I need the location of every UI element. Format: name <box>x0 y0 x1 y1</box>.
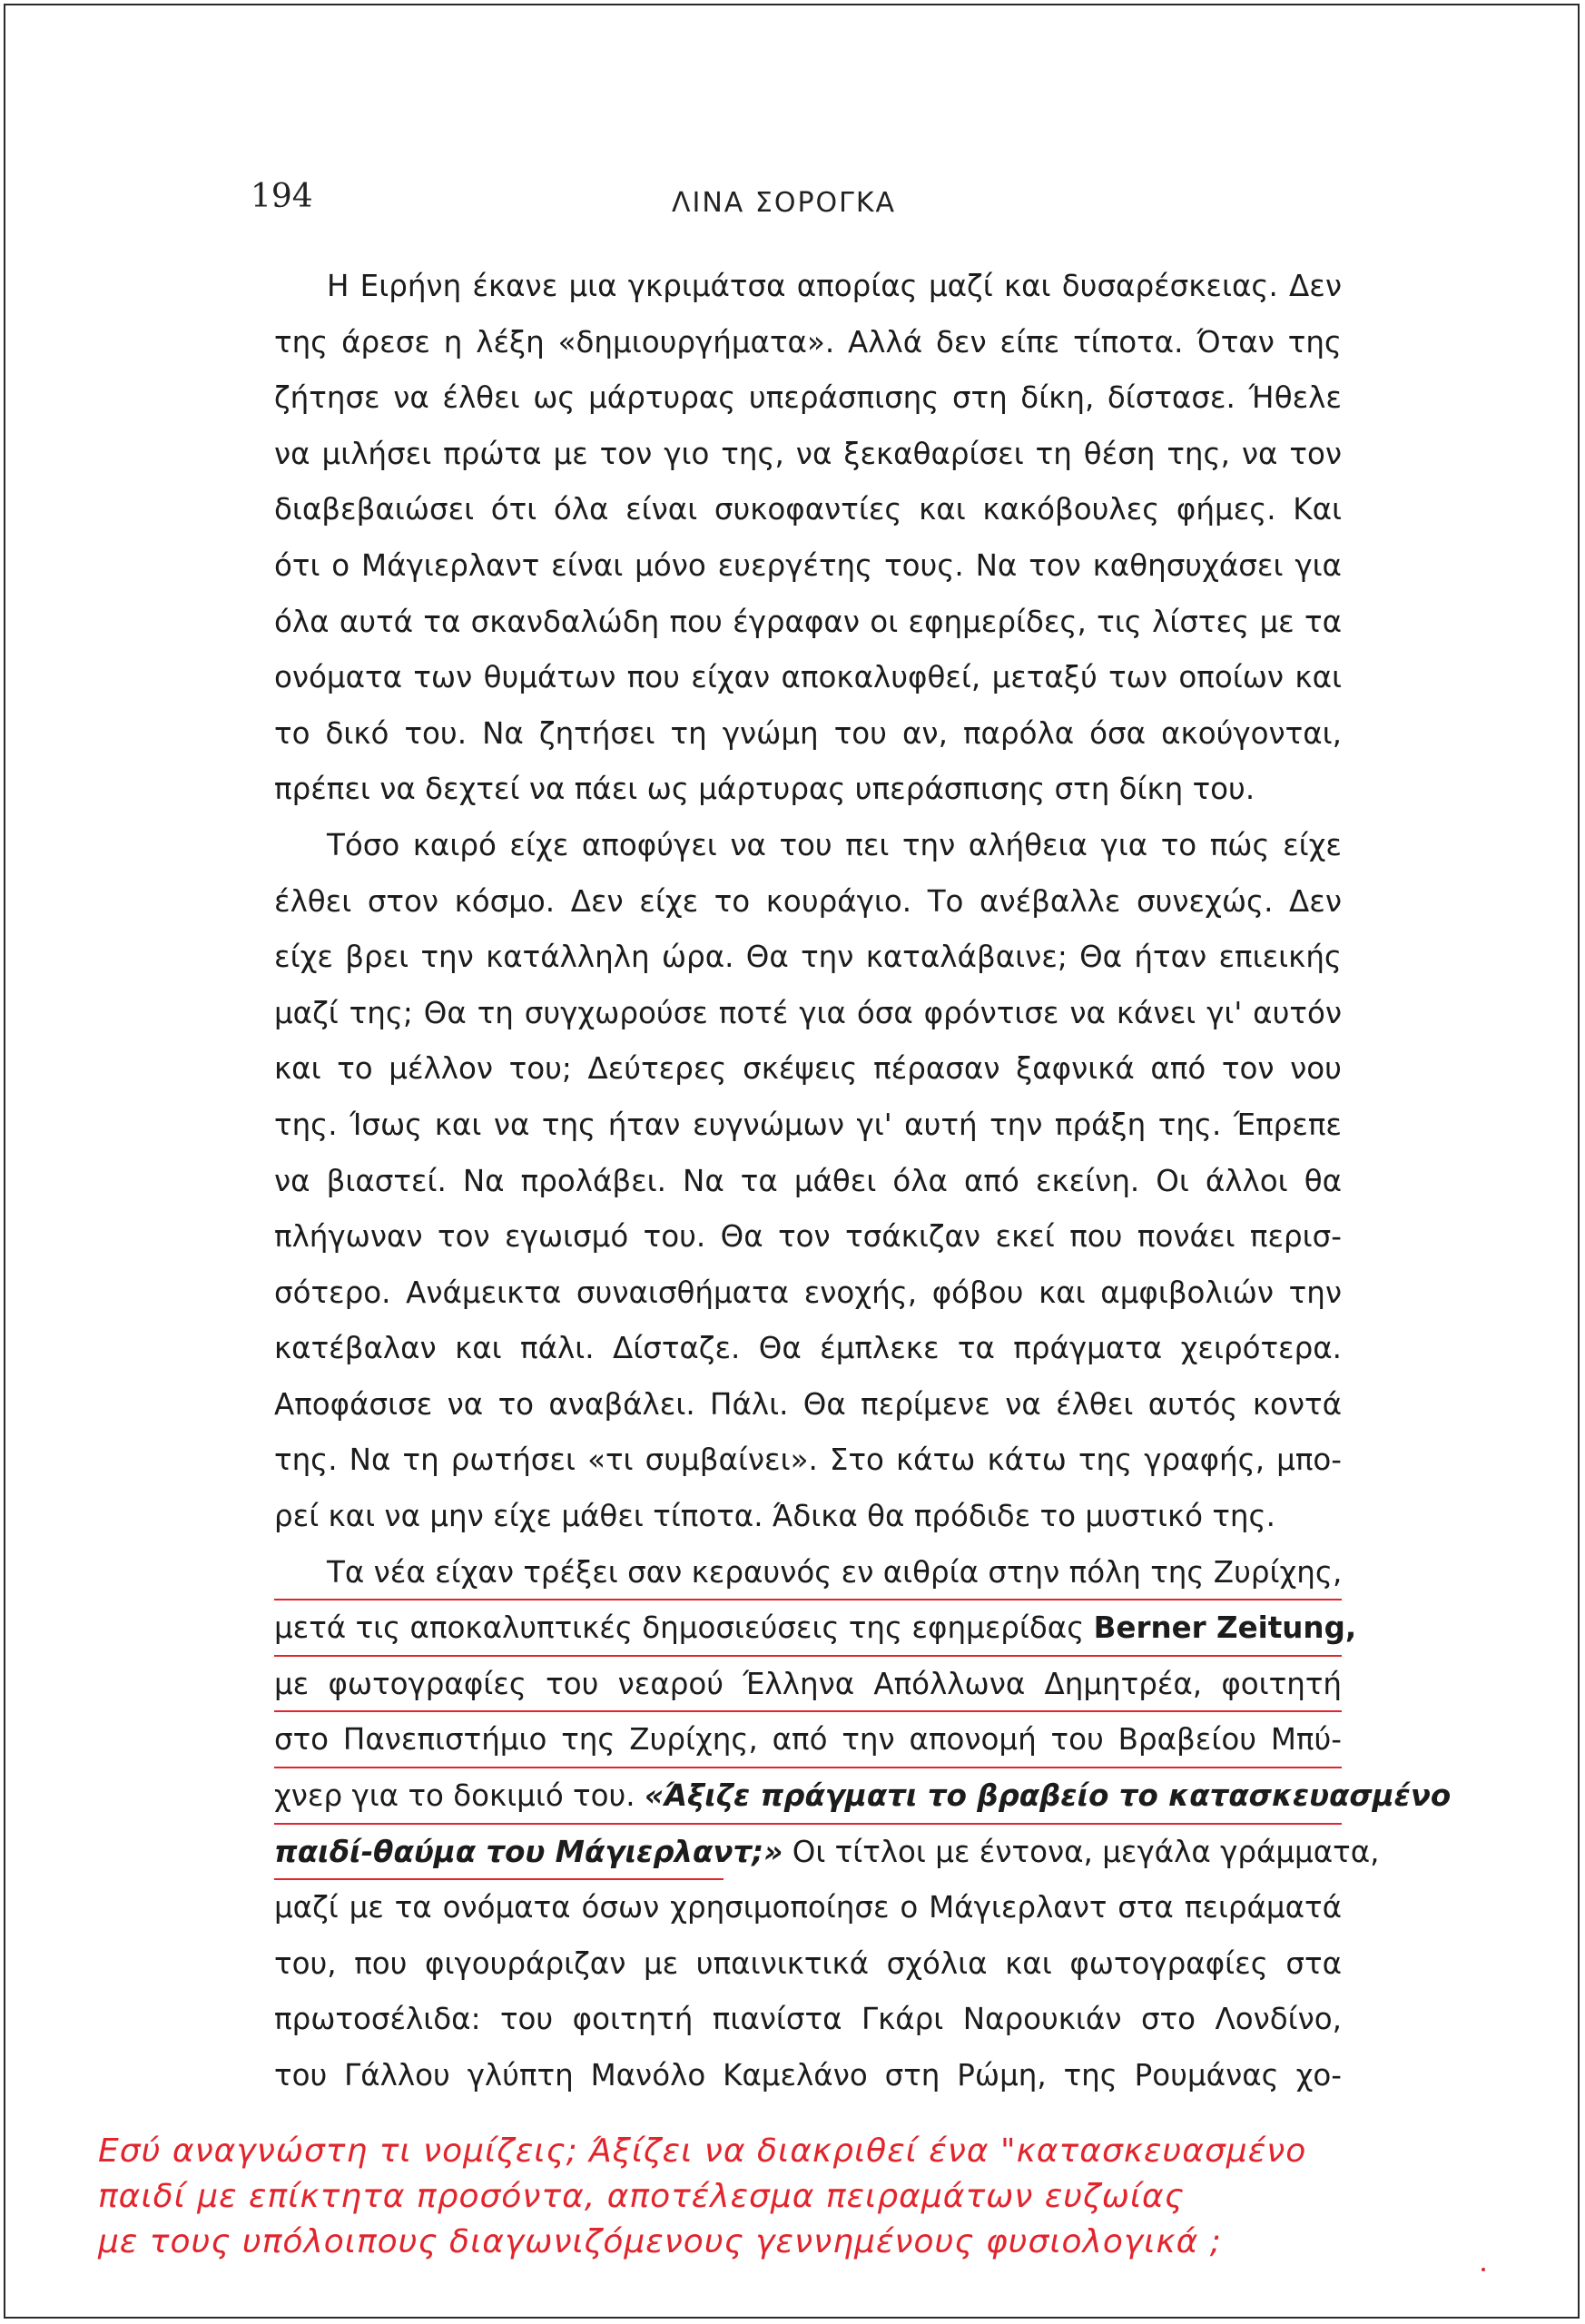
text-line: ονόματα των θυμάτων που είχαν αποκαλυφθεί, μεταξύ των οποίων και <box>274 660 1342 695</box>
text-segment: μετά τις αποκαλυπτικές δημοσιεύσεις της εφημερίδας <box>274 1610 1085 1646</box>
text-line: Αποφάσισε να το αναβάλει. Πάλι. Θα περίμενε να έλθει αυτός κοντά <box>274 1386 1342 1422</box>
text-line: Τόσο καιρό είχε αποφύγει να του πει την αλήθεια για το πώς είχε <box>327 827 1342 862</box>
text-line: ότι ο Μάγιερλαντ είναι μόνο ευεργέτης τους. Να τον καθησυχάσει για <box>274 547 1342 583</box>
text-line: όλα αυτά τα σκανδαλώδη που έγραφαν οι εφημερίδες, τις λίστες με τα <box>274 604 1342 639</box>
text-segment: χνερ για το δοκιμιό του. <box>274 1778 635 1814</box>
running-head: ΛΙΝΑ ΣΟΡΟΓΚΑ <box>672 187 897 219</box>
body-text <box>274 259 1452 2104</box>
handwritten-annotation <box>98 2129 1460 2265</box>
newspaper-name: Berner Zeitung, <box>1093 1610 1357 1646</box>
text-line: της. Ίσως και να της ήταν ευγνώμων γι' αυτή την πράξη της. Έπρεπε <box>274 1107 1342 1142</box>
red-dot-mark <box>1482 2268 1485 2271</box>
underlined-line: Τα νέα είχαν τρέξει σαν κεραυνός εν αιθρία στην πόλη της Ζυρίχης, <box>274 1545 1342 1601</box>
underlined-line: με φωτογραφίες του νεαρού Έλληνα Απόλλωνα Δημητρέα, φοιτητή <box>274 1657 1342 1713</box>
headline-quote: «Άξιζε πράγματι το βραβείο το κατασκευασμένο <box>644 1778 1452 1814</box>
partially-underlined-line <box>274 1825 1380 1881</box>
text-line: σότερο. Ανάμεικτα συναισθήματα ενοχής, φόβου και αμφιβολιών την <box>274 1275 1342 1310</box>
text-line: του, που φιγουράριζαν με υπαινικτικά σχόλια και φωτογραφίες στα <box>274 1945 1342 1981</box>
headline-quote: παιδί-θαύμα του Μάγιερλαντ;» <box>274 1834 783 1869</box>
text-line: Η Ειρήνη έκανε μια γκριμάτσα απορίας μαζί και δυσαρέσκειας. Δεν <box>327 269 1342 303</box>
text-line: της. Να τη ρωτήσει «τι συμβαίνει». Στο κάτω κάτω της γραφής, μπο- <box>274 1443 1342 1478</box>
text-line: είχε βρει την κατάλληλη ώρα. Θα την καταλάβαινε; Θα ήταν επιεικής <box>274 940 1342 975</box>
underlined-line: στο Πανεπιστήμιο της Ζυρίχης, από την απονομή του Βραβείου Μπύ- <box>274 1712 1342 1768</box>
text-line: έλθει στον κόσμο. Δεν είχε το κουράγιο. Το ανέβαλλε συνεχώς. Δεν <box>274 883 1342 919</box>
text-line: του Γάλλου γλύπτη Μανόλο Καμελάνο στη Ρώμη, της Ρουμάνας χο- <box>274 2058 1342 2093</box>
text-line: και το μέλλον του; Δεύτερες σκέψεις πέρασαν ξαφνικά από τον νου <box>274 1051 1342 1087</box>
annotation-line: Εσύ αναγνώστη τι νομίζεις; Άξίζει να διακριθεί ένα "κατασκευασμένο <box>98 2132 1307 2170</box>
text-line: της άρεσε η λέξη «δημιουργήματα». Αλλά δεν είπε τίποτα. Όταν της <box>274 324 1342 359</box>
annotation-line: παιδί με επίκτητα προσόντα, αποτέλεσμα πειραμάτων ευζωίας <box>98 2178 1185 2215</box>
text-line: πρωτοσέλιδα: του φοιτητή πιανίστα Γκάρι Ναρουκιάν στο Λονδίνο, <box>274 2002 1342 2037</box>
page-number: 194 <box>251 178 313 215</box>
annotation-line: με τους υπόλοιπους διαγωνιζόμενους γεννημένους φυσιολογικά ; <box>98 2223 1222 2260</box>
text-line: μαζί με τα ονόματα όσων χρησιμοποίησε ο Μάγιερλαντ στα πειράματά <box>274 1890 1342 1925</box>
underlined-line <box>274 1768 1452 1825</box>
text-line: πρέπει να δεχτεί να πάει ως μάρτυρας υπεράσπισης στη δίκη του. <box>274 772 1255 807</box>
text-line: διαβεβαιώσει ότι όλα είναι συκοφαντίες και κακόβουλες φήμες. Και <box>274 492 1342 527</box>
text-line: ρεί και να μην είχε μάθει τίποτα. Άδικα θα πρόδιδε το μυστικό της. <box>274 1499 1275 1534</box>
text-line: μαζί της; Θα τη συγχωρούσε ποτέ για όσα φρόντισε να κάνει γι' αυτόν <box>274 995 1342 1030</box>
text-line: να μιλήσει πρώτα με τον γιο της, να ξεκαθαρίσει τη θέση της, να τον <box>274 436 1342 471</box>
underlined-line <box>274 1600 1357 1657</box>
text-line: να βιαστεί. Να προλάβει. Να τα μάθει όλα από εκείνη. Οι άλλοι θα <box>274 1163 1342 1198</box>
text-line: πλήγωναν τον εγωισμό του. Θα τον τσάκιζαν εκεί που πονάει περισ- <box>274 1219 1342 1255</box>
text-line: κατέβαλαν και πάλι. Δίσταζε. Θα έμπλεκε τα πράγματα χειρότερα. <box>274 1331 1342 1366</box>
text-line: ζήτησε να έλθει ως μάρτυρας υπεράσπισης στη δίκη, δίστασε. Ήθελε <box>274 380 1342 416</box>
text-segment: Οι τίτλοι με έντονα, μεγάλα γράμματα, <box>792 1834 1380 1869</box>
text-line: το δικό του. Να ζητήσει τη γνώμη του αν, παρόλα όσα ακούγονται, <box>274 715 1342 751</box>
